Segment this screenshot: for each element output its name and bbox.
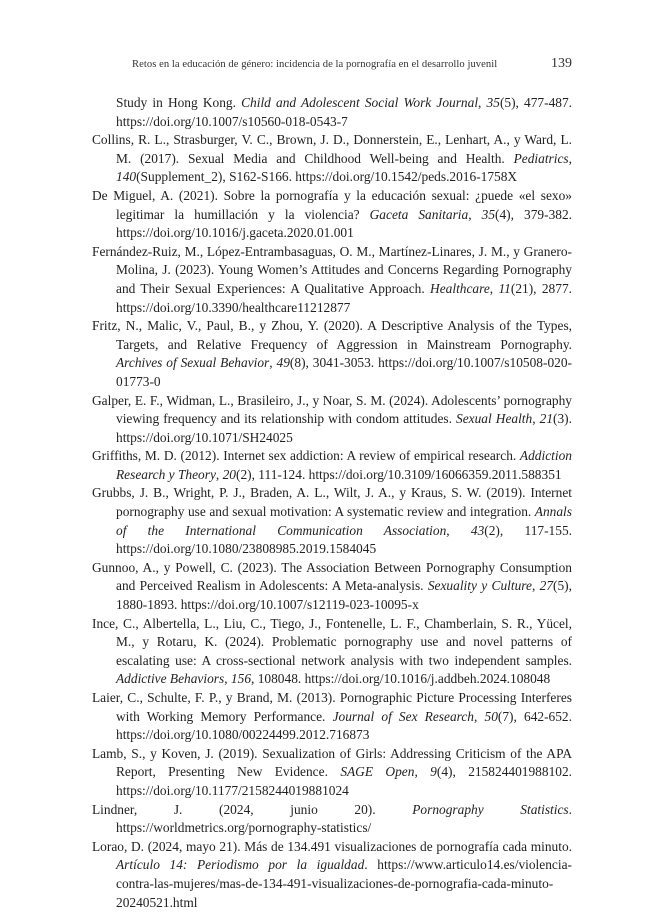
reference-text: Lorao, D. (2024, mayo 21). Más de 134.491 visualizaciones de pornografía cada minuto. [92, 838, 572, 854]
reference-text: (2), 111-124. https://doi.org/10.3109/16066359.2011.588351 [236, 466, 562, 482]
reference-entry [92, 559, 572, 615]
reference-text: Grubbs, J. B., Wright, P. J., Braden, A. L., Wilt, J. A., y Kraus, S. W. (2019). Internet pornography use and sexual motivation: A systematic review and integration. [92, 485, 572, 520]
reference-list [92, 94, 572, 912]
reference-entry [92, 801, 572, 838]
reference-text: . https://worldmetrics.org/pornography-statistics/ [116, 801, 572, 836]
reference-text: (4), 379-382. https://doi.org/10.1016/j.gaceta.2020.01.001 [116, 206, 573, 241]
reference-entry [92, 94, 572, 131]
reference-italic-text: Archives of Sexual Behavior [116, 355, 270, 371]
reference-entry [92, 447, 572, 484]
reference-italic-text: Sexual Health [456, 411, 533, 427]
reference-italic-text: Pornography Statistics [412, 801, 569, 817]
reference-text: Collins, R. L., Strasburger, V. C., Brown, J. D., Donnerstein, E., Lenhart, A., y Ward, L. M. (2017). Sexual Media and Childhood Well-being and Health. [92, 132, 572, 166]
reference-text: , [568, 150, 572, 166]
reference-text: , 108048. https://doi.org/10.1016/j.addbeh.2024.108048 [251, 671, 551, 687]
reference-text: , [489, 280, 499, 296]
reference-text: Griffiths, M. D. (2012). Internet sex addiction: A review of empirical research. [92, 448, 520, 464]
reference-italic-text: Child and Adolescent Social Work Journal [241, 95, 479, 110]
reference-text: , [468, 206, 482, 222]
reference-italic-text: 9 [430, 764, 437, 780]
reference-text: , [532, 411, 540, 427]
reference-entry [92, 131, 572, 187]
reference-text: (8), 3041-3053. https://doi.org/10.1007/s10508-020-01773-0 [116, 355, 572, 389]
reference-italic-text: 20 [222, 466, 236, 482]
reference-italic-text: Journal of Sex Research [332, 708, 474, 724]
reference-entry [92, 392, 572, 448]
reference-text: , [531, 578, 540, 594]
reference-italic-text: 50 [484, 708, 498, 724]
reference-italic-text: Sexuality y Culture [427, 578, 532, 594]
reference-text: , [478, 95, 487, 110]
reference-text: , [215, 466, 223, 482]
reference-text: Lindner, J. (2024, junio 20). [92, 801, 413, 817]
reference-text: Ince, C., Albertella, L., Liu, C., Tiego, J., Fontenelle, L. F., Chamberlain, S. R., Yücel, M., y Rotaru, K. (2024). Problematic pornography use and novel patterns of escalating use: A cross-sectional network analysis with two independent samples. [92, 615, 572, 668]
reference-text: (Supplement_2), S162-S166. https://doi.org/10.1542/peds.2016-1758X [136, 169, 518, 185]
reference-text: Laier, C., Schulte, F. P., y Brand, M. (2013). Pornographic Picture Processing Interferes with Working Memory Performance. [92, 690, 572, 724]
reference-italic-text: Artículo 14: Periodismo por la igualdad [116, 857, 365, 873]
reference-entry [92, 838, 572, 912]
reference-entry [92, 484, 572, 558]
reference-italic-text: 156 [230, 671, 252, 687]
reference-italic-text: 49 [276, 355, 290, 371]
reference-entry [92, 317, 572, 391]
running-title: Retos en la educación de género: incidencia de la pornografía en el desarrollo juvenil [132, 59, 498, 70]
reference-entry [92, 689, 572, 745]
running-head [70, 56, 572, 76]
reference-italic-text: 35 [481, 206, 496, 222]
reference-text: De Miguel, A. (2021). Sobre la pornografía y la educación sexual: ¿puede «el sexo» legitimar la humillación y la violencia? [92, 187, 572, 222]
reference-text: (7), 642-652. https://doi.org/10.1080/00224499.2012.716873 [116, 708, 572, 743]
reference-italic-text: 43 [470, 522, 485, 538]
reference-text: Galper, E. F., Widman, L., Brasileiro, J., y Noar, S. M. (2024). Adolescents’ pornography viewing frequency and its relationship with condom attitudes. [92, 392, 572, 427]
reference-text: Fernández-Ruiz, M., López-Entrambasaguas, O. M., Martínez-Linares, J. M., y Granero-Molina, J. (2023). Young Women’s Attitudes and Concerns Regarding Pornography and Their Sexual Experiences: A Qualitative Approach. [92, 243, 572, 296]
reference-text: Fritz, N., Malic, V., Paul, B., y Zhou, Y. (2020). A Descriptive Analysis of the Types, Targets, and Relative Frequency of Aggression in Mainstream Pornography. [92, 318, 572, 352]
reference-text: Gunnoo, A., y Powell, C. (2023). The Association Between Pornography Consumption and Perceived Realism in Adolescents: A Meta-analysis. [92, 559, 572, 594]
reference-text: (2), 117-155. https://doi.org/10.1080/23808985.2019.1584045 [116, 522, 572, 557]
reference-italic-text: Addiction Research y Theory [116, 448, 572, 482]
reference-text: , [446, 522, 471, 538]
reference-text: Study in Hong Kong. [116, 95, 242, 110]
page-number: 139 [551, 56, 572, 71]
reference-text: (3). https://doi.org/10.1071/SH24025 [116, 411, 572, 445]
reference-entry [92, 745, 572, 801]
reference-text: (4), 215824401988102. https://doi.org/10.1177/2158244019881024 [116, 764, 572, 798]
reference-entry [92, 187, 572, 243]
reference-entry [92, 243, 572, 317]
reference-text: . https://www.articulo14.es/violencia-contra-las-mujeres/mas-de-134-491-visualizaciones-de-pornografia-cada-minuto-20240521.html [116, 857, 572, 910]
reference-text: , [414, 764, 431, 780]
reference-italic-text: Healthcare [430, 280, 490, 296]
reference-italic-text: SAGE Open [340, 764, 415, 780]
reference-text: Lamb, S., y Koven, J. (2019). Sexualization of Girls: Addressing Criticism of the APA Report, Presenting New Evidence. [92, 745, 572, 780]
reference-italic-text: 27 [539, 578, 554, 594]
reference-text: , [269, 355, 277, 371]
reference-text: , [224, 671, 231, 687]
reference-text: (5), 477-487. https://doi.org/10.1007/s10560-018-0543-7 [116, 95, 573, 129]
reference-italic-text: 11 [498, 280, 511, 296]
reference-italic-text: 140 [116, 169, 137, 185]
reference-text: , [474, 708, 485, 724]
reference-italic-text: 21 [539, 411, 554, 427]
reference-italic-text: Addictive Behaviors [116, 671, 225, 687]
reference-italic-text: Annals of the International Communication Association [116, 504, 572, 538]
reference-entry [92, 615, 572, 689]
reference-italic-text: Gaceta Sanitaria [369, 206, 469, 222]
reference-italic-text: Pediatrics [513, 150, 569, 166]
reference-text: (21), 2877. https://doi.org/10.3390/healthcare11212877 [116, 280, 572, 315]
reference-italic-text: 35 [486, 95, 500, 110]
reference-text: (5), 1880-1893. https://doi.org/10.1007/s12119-023-10095-x [116, 578, 572, 613]
